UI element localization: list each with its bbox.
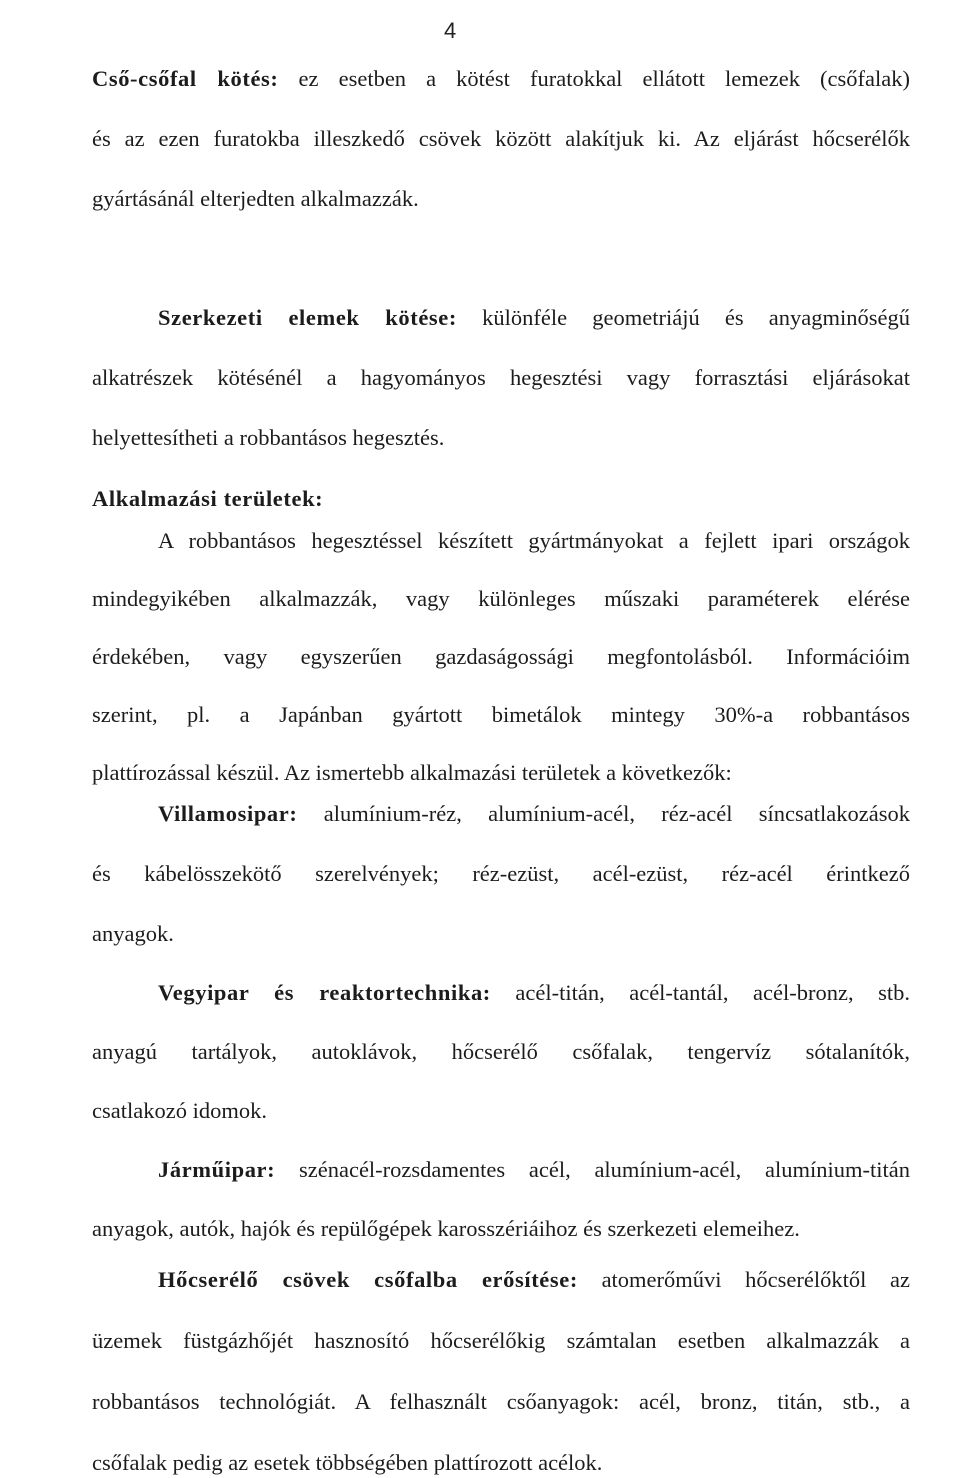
text-line: szerint, pl. a Japánban gyártott bimetálok mintegy 30%-a robbantásos bbox=[92, 702, 910, 727]
text-fragment: ez esetben a kötést furatokkal ellátott lemezek (csőfalak) bbox=[278, 66, 910, 91]
text-line bbox=[92, 798, 910, 829]
section-hocserelo-csovek bbox=[92, 1264, 910, 1478]
text-line bbox=[92, 1264, 910, 1295]
text-line bbox=[92, 977, 910, 1008]
text-line bbox=[92, 302, 910, 333]
section-jarmuipar bbox=[92, 1154, 910, 1244]
text-line: és az ezen furatokba illeszkedő csövek között alakítjuk ki. Az eljárást hőcserélők bbox=[92, 126, 910, 151]
section-heading: Alkalmazási területek: bbox=[92, 486, 324, 511]
text-line: csőfalak pedig az esetek többségében plattírozott acélok. bbox=[92, 1450, 603, 1475]
section-term: Villamosipar: bbox=[158, 801, 298, 826]
text-line: mindegyikében alkalmazzák, vagy különleges műszaki paraméterek elérése bbox=[92, 586, 910, 611]
section-term: Szerkezeti elemek kötése: bbox=[158, 305, 457, 330]
page-number: 4 bbox=[444, 18, 457, 43]
text-fragment: különféle geometriájú és anyagminőségű bbox=[456, 305, 911, 330]
text-fragment: szénacél-rozsdamentes acél, alumínium-acél, alumínium-titán bbox=[275, 1157, 910, 1182]
section-alkalmazasi-teruletek bbox=[92, 483, 910, 788]
section-vegyipar bbox=[92, 977, 910, 1126]
text-line: alkatrészek kötésénél a hagyományos hegesztési vagy forrasztási eljárásokat bbox=[92, 365, 910, 390]
text-line bbox=[92, 1154, 910, 1185]
text-line: anyagok, autók, hajók és repülőgépek karosszériáihoz és szerkezeti elemeihez. bbox=[92, 1216, 800, 1241]
text-line bbox=[92, 63, 910, 94]
section-term: Járműipar: bbox=[158, 1157, 276, 1182]
text-line: anyagú tartályok, autoklávok, hőcserélő csőfalak, tengervíz sótalanítók, bbox=[92, 1039, 910, 1064]
text-line: helyettesítheti a robbantásos hegesztés. bbox=[92, 425, 445, 450]
text-line: és kábelösszekötő szerelvények; réz-ezüst, acél-ezüst, réz-acél érintkező bbox=[92, 861, 910, 886]
section-szerkezeti-elemek-kotese bbox=[92, 302, 910, 453]
text-line: csatlakozó idomok. bbox=[92, 1098, 267, 1123]
section-term: Hőcserélő csövek csőfalba erősítése: bbox=[158, 1267, 578, 1292]
text-line: üzemek füstgázhőjét hasznosító hőcserélőkig számtalan esetben alkalmazzák a bbox=[92, 1328, 910, 1353]
text-line: gyártásánál elterjedten alkalmazzák. bbox=[92, 186, 419, 211]
section-term: Cső-csőfal kötés: bbox=[92, 66, 279, 91]
section-term: Vegyipar és reaktortechnika: bbox=[158, 980, 491, 1005]
text-line: A robbantásos hegesztéssel készített gyártmányokat a fejlett ipari országok bbox=[158, 528, 910, 553]
text-line: érdekében, vagy egyszerűen gazdaságossági megfontolásból. Információim bbox=[92, 644, 910, 669]
text-line: plattírozással készül. Az ismertebb alkalmazási területek a következők: bbox=[92, 760, 732, 785]
section-cso-csofal-kotes bbox=[92, 63, 910, 214]
text-fragment: acél-titán, acél-tantál, acél-bronz, stb. bbox=[490, 980, 910, 1005]
text-fragment: atomerőművi hőcserélőktől az bbox=[577, 1267, 910, 1292]
text-line: anyagok. bbox=[92, 921, 174, 946]
text-fragment: alumínium-réz, alumínium-acél, réz-acél síncsatlakozások bbox=[297, 801, 910, 826]
text-line: robbantásos technológiát. A felhasznált csőanyagok: acél, bronz, titán, stb., a bbox=[92, 1389, 910, 1414]
section-villamosipar bbox=[92, 798, 910, 949]
